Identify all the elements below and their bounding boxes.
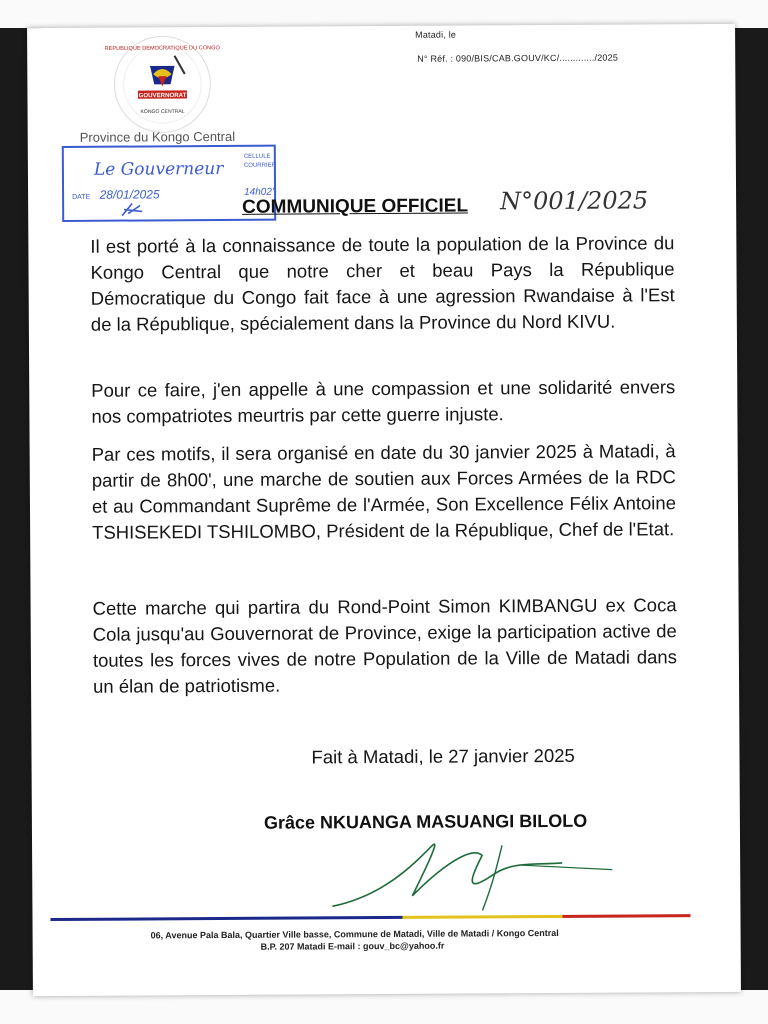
seal-ring-text: REPUBLIQUE DEMOCRATIQUE DU CONGO <box>104 45 220 53</box>
stamp-side-text: CELLULE COURRIER <box>243 153 276 169</box>
document-sheet <box>27 24 741 996</box>
place-date-label: Matadi, le <box>415 29 457 40</box>
stamp-title: Le Gouverneur <box>93 158 224 180</box>
footer-address: 06, Avenue Pala Bala, Quartier Ville basse, Commune de Matadi, Ville de Matadi / Kongo Central <box>150 927 559 941</box>
stamp-time: 14h02' <box>244 186 274 198</box>
handwritten-initials-icon <box>118 199 148 219</box>
paragraph-4: Cette marche qui partira du Rond-Point Simon KIMBANGU ex Coca Cola jusqu'au Gouvernorat de Province, exige la participation active de toutes les forces vives de notre Population de la Ville de Matadi dans un élan de patriotisme. <box>92 594 677 697</box>
signer-name: Grâce NKUANGA MASUANGI BILOLO <box>263 810 588 833</box>
stamp-date-label: DATE <box>72 193 91 201</box>
closing-date: Fait à Matadi, le 27 janvier 2025 <box>311 744 575 768</box>
reference-number: N° Réf. : 090/BIS/CAB.GOUV/KC/............./2025 <box>417 52 619 64</box>
paragraph-2: Pour ce faire, j'en appelle à une compassion et une solidarité envers nos compatriotes meurtris par cette guerre injuste. <box>91 376 676 427</box>
paragraph-1: Il est porté à la connaissance de toute la population de la Province du Kongo Central que notre cher et beau Pays la République Démocratique du Congo fait face à une agression Rwandaise à l'Est de la République, spécialement dans la Province du Nord KIVU. <box>90 232 675 335</box>
seal-bottom-text: KONGO CENTRAL <box>140 108 185 116</box>
government-seal-icon <box>104 33 220 136</box>
flag-color-rule <box>50 914 690 921</box>
document-number: N°001/2025 <box>500 186 649 216</box>
document-title: COMMUNIQUE OFFICIEL <box>242 195 469 218</box>
signature-icon <box>322 825 623 917</box>
stamp-date-value: 28/01/2025 <box>99 187 160 202</box>
province-label: Province du Kongo Central <box>79 128 236 145</box>
footer-contact: B.P. 207 Matadi E-mail : gouv_bc@yahoo.fr <box>260 940 445 952</box>
paragraph-3: Par ces motifs, il sera organisé en date du 30 janvier 2025 à Matadi, à partir de 8h00', une marche de soutien aux Forces Armées de la RDC et au Commandant Suprême de l'Armée, Son Excellence Félix Antoine TSHISEKEDI TSHILOMBO, Président de la République, Chef de l'Etat. <box>91 440 677 543</box>
seal-banner-text: GOUVERNORAT <box>138 91 187 100</box>
